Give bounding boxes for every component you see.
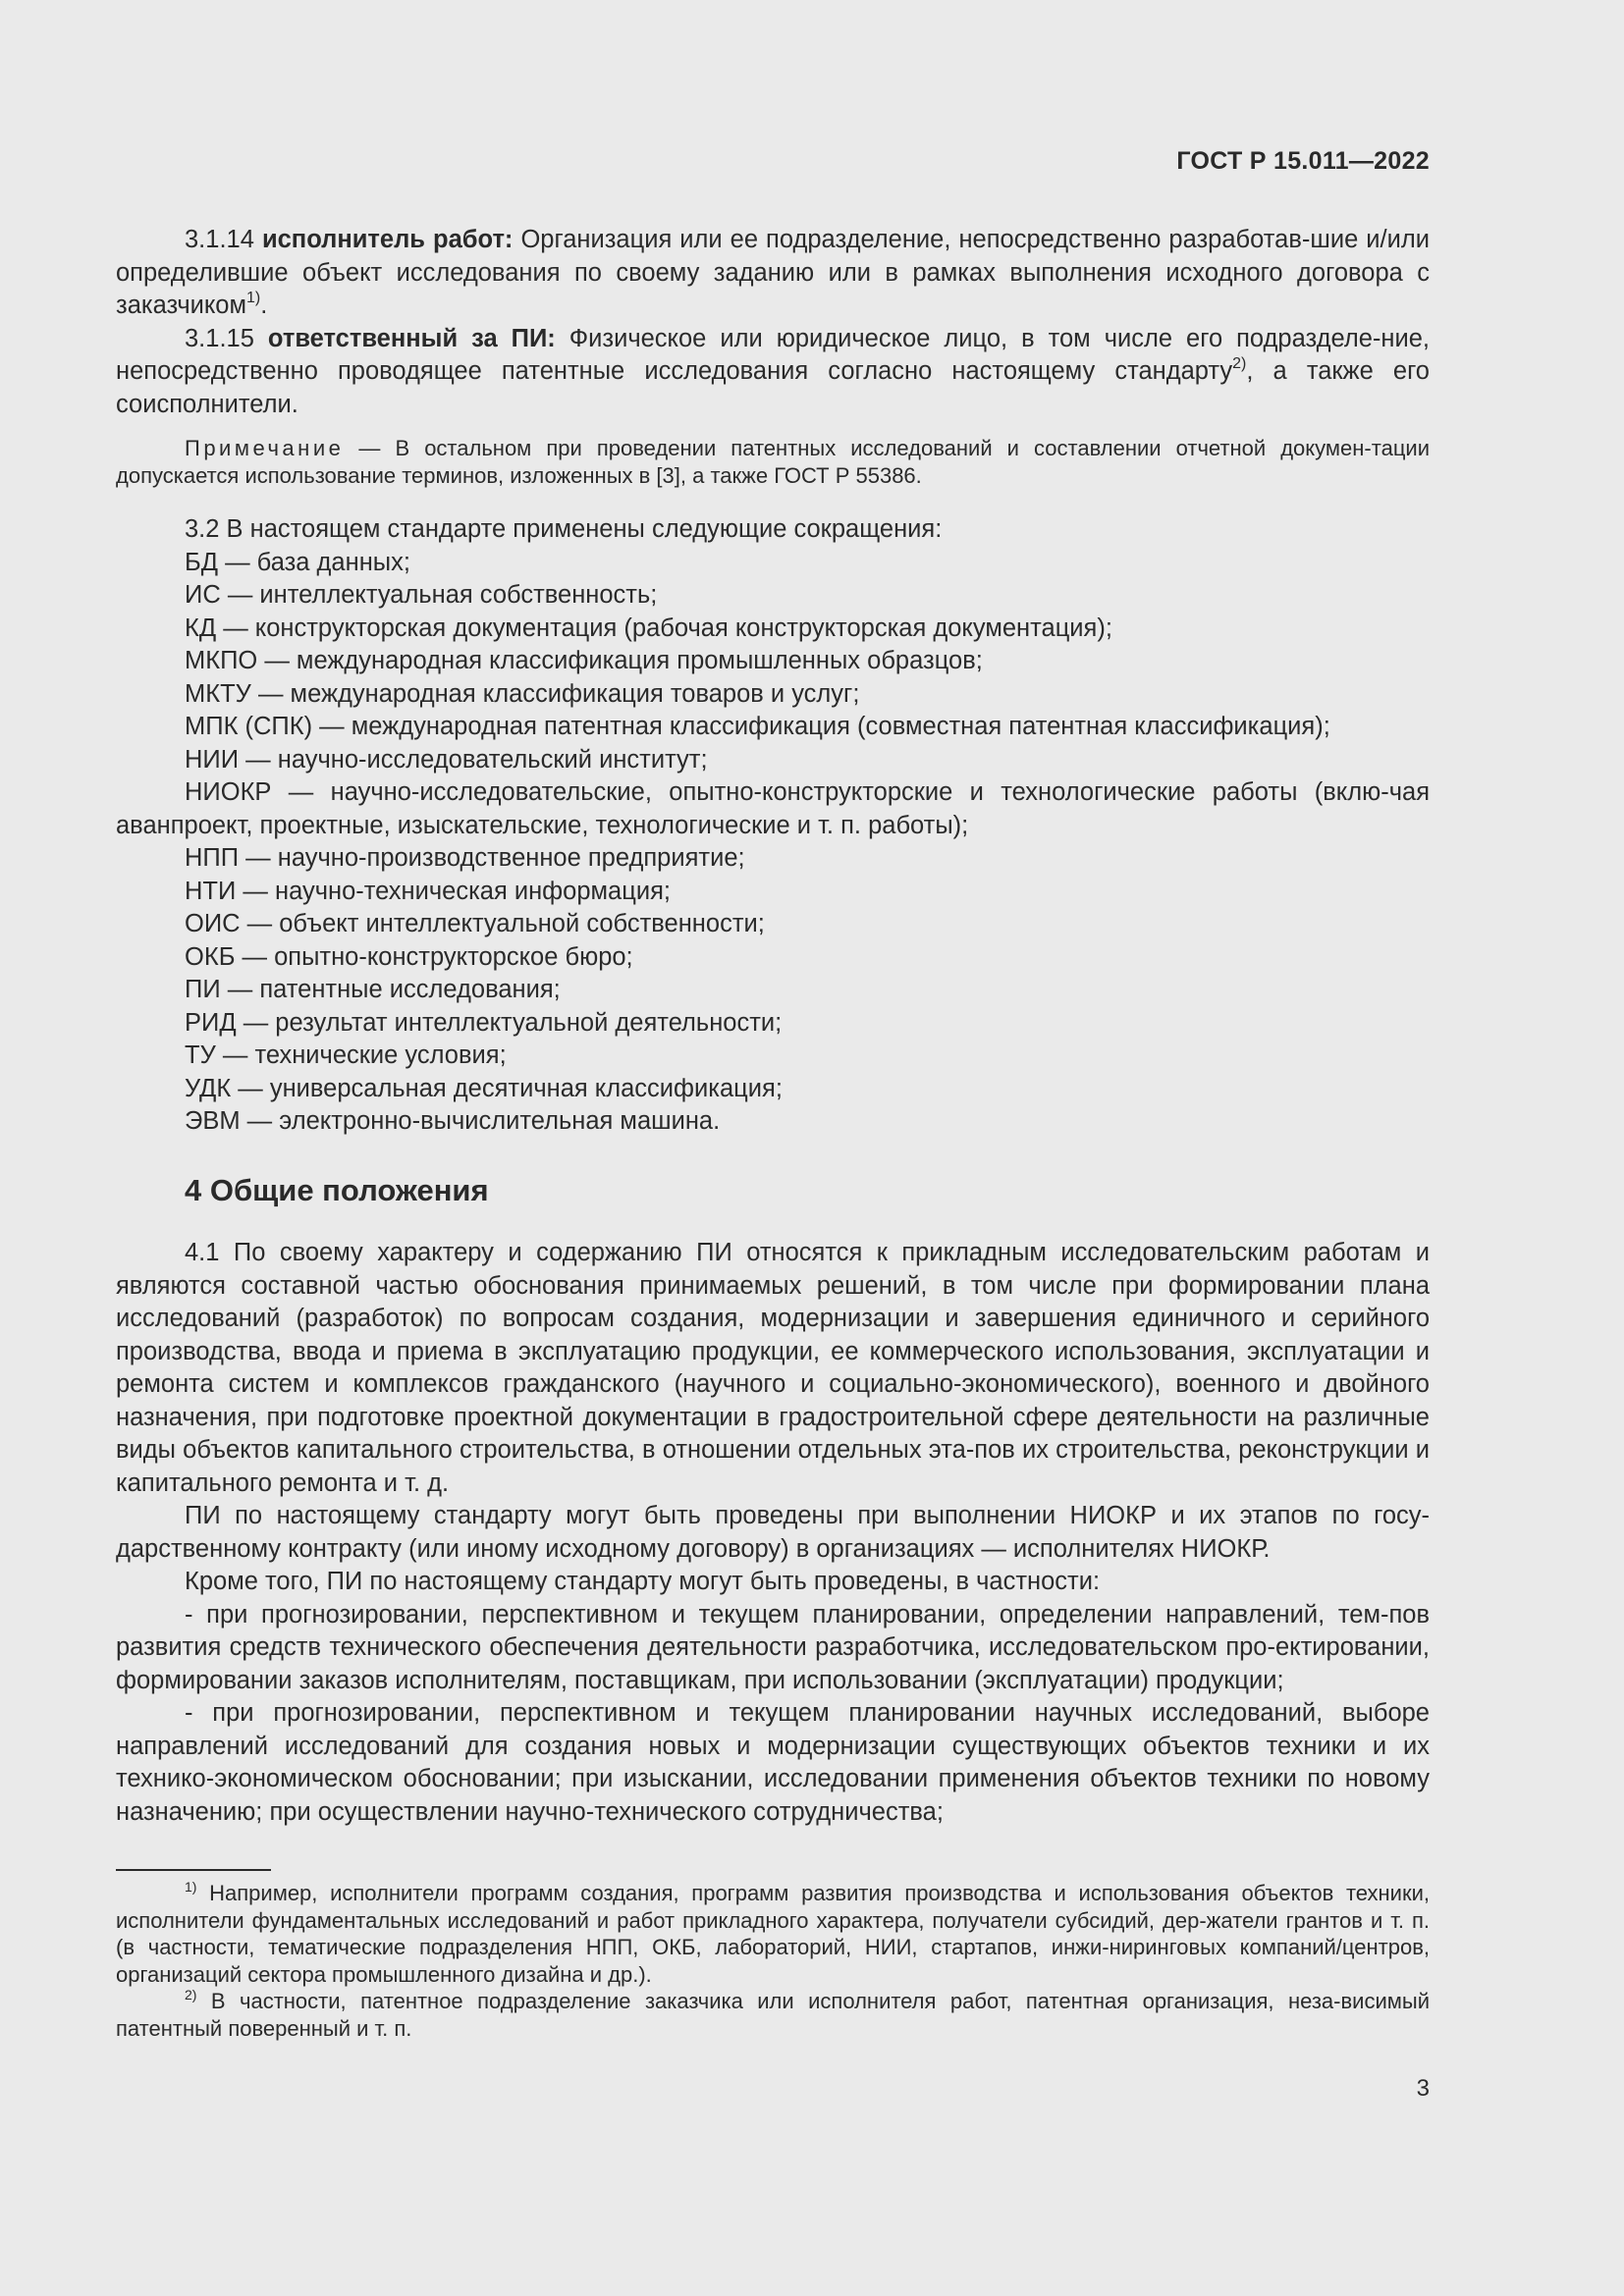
list-item: КД — конструкторская документация (рабочая конструкторская документация);: [185, 614, 1112, 642]
term-title: ответственный за ПИ:: [267, 324, 556, 352]
term-number: 3.1.14: [185, 226, 254, 253]
terms-block: [116, 224, 1430, 421]
paragraph: - при прогнозировании, перспективном и текущем планировании, определении направлений, тем-пов развития средств технического обеспечения деятельности разработчика, исследовательском про-ектировании, формировании заказов исполнителям, поставщикам, при использовании (эксплуатации) продукции;: [116, 1600, 1430, 1694]
list-item: УДК — универсальная десятичная классификация;: [185, 1074, 783, 1102]
term-number: 3.1.15: [185, 324, 254, 352]
note-text: [116, 435, 1430, 490]
footnote-mark: 1): [185, 1879, 197, 1895]
footnote-2: [116, 1988, 1430, 2042]
list-item: РИД — результат интеллектуальной деятельности;: [185, 1008, 783, 1037]
list-item: МКПО — международная классификация промышленных образцов;: [185, 647, 983, 674]
page-number: 3: [1416, 2075, 1430, 2102]
note-label: Примечание: [185, 436, 345, 460]
abbreviations-list: [116, 513, 1430, 1139]
footnote-ref: 2): [1232, 355, 1247, 372]
list-item: БД — база данных;: [185, 548, 410, 576]
term-definition: Организация или ее подразделение, непосредственно разработав-шие и/или определившие объект исследования по своему заданию или в рамках выполнения исходного договора с заказчиком: [116, 226, 1430, 319]
footnotes: [116, 1880, 1430, 2042]
list-item: НТИ — научно-техническая информация;: [185, 877, 671, 905]
section-heading: 4 Общие положения: [185, 1173, 489, 1207]
note-body: — В остальном при проведении патентных исследований и составлении отчетной докумен-тации допускается использование терминов, изложенных в [3], а также ГОСТ Р 55386.: [116, 436, 1430, 488]
list-item: НПП — научно-производственное предприятие;: [185, 844, 745, 872]
list-item: ПИ — патентные исследования;: [185, 976, 561, 1003]
footnote-text: Например, исполнители программ создания, программ развития производства и использования объектов техники, исполнители фундаментальных исследований и работ прикладного характера, получатели субсидий, дер-жатели грантов и т. п. (в частности, тематические подразделения НПП, ОКБ, лабораторий, НИИ, стартапов, инжи-ниринговых компаний/центров, организаций сектора промышленного дизайна и др.).: [116, 1881, 1430, 1987]
footnote-ref: 1): [246, 290, 261, 306]
list-item: ОКБ — опытно-конструкторское бюро;: [185, 942, 633, 971]
term-tail: , а также его соисполнители.: [116, 357, 1430, 418]
footnote-mark: 2): [185, 1987, 197, 2002]
paragraph: Кроме того, ПИ по настоящему стандарту могут быть проведены, в частности:: [185, 1568, 1101, 1595]
list-item: МПК (СПК) — международная патентная классификация (совместная патентная классификация);: [185, 713, 1330, 740]
paragraph: 4.1 По своему характеру и содержанию ПИ относятся к прикладным исследовательским работам и являются составной частью обоснования принимаемых решений, в том числе при формировании плана исследований (разработок) по вопросам создания, модернизации и завершения единичного и серийного производства, ввода и приема в эксплуатацию продукции, ее коммерческого использования, эксплуатации и ремонта систем и комплексов гражданского (научного и социально-экономического), военного и двойного назначения, при подготовке проектной документации в градостроительной сфере деятельности на различные виды объектов капитального строительства, в отношении отдельных эта-пов их строительства, реконструкции и капитального ремонта и т. д.: [116, 1239, 1430, 1497]
term-3-1-14: [116, 224, 1430, 323]
list-item: МКТУ — международная классификация товаров и услуг;: [185, 679, 860, 708]
section-4-body: [116, 1237, 1430, 1829]
term-3-1-15: [116, 323, 1430, 422]
footnote-1: [116, 1880, 1430, 1988]
paragraph: ПИ по настоящему стандарту могут быть проведены при выполнении НИОКР и их этапов по госу-дарственному контракту (или иному исходному договору) в организациях — исполнителях НИОКР.: [116, 1502, 1430, 1563]
list-item: ЭВМ — электронно-вычислительная машина.: [185, 1107, 721, 1135]
list-item: НИИ — научно-исследовательский институт;: [185, 745, 708, 774]
term-definition: Физическое или юридическое лицо, в том числе его подразделе-ние, непосредственно проводящее патентные исследования согласно настоящему стандарту: [116, 324, 1430, 385]
term-title: исполнитель работ:: [261, 226, 514, 253]
footnote-text: В частности, патентное подразделение заказчика или исполнителя работ, патентная организация, неза-висимый патентный поверенный и т. п.: [116, 1989, 1430, 2041]
paragraph: - при прогнозировании, перспективном и текущем планировании научных исследований, выборе направлений исследований для создания новых и модернизации существующих объектов техники и их технико-экономическом обосновании; при изыскании, исследовании применения объектов техники по новому назначению; при осуществлении научно-технического сотрудничества;: [116, 1699, 1430, 1826]
abbreviations-intro: 3.2 В настоящем стандарте применены следующие сокращения:: [185, 515, 943, 543]
list-item: ИС — интеллектуальная собственность;: [185, 581, 658, 609]
note-block: [116, 435, 1430, 490]
term-tail: .: [260, 292, 268, 319]
document-header: ГОСТ Р 15.011—2022: [1176, 147, 1430, 175]
list-item: НИОКР — научно-исследовательские, опытно-конструкторские и технологические работы (вклю-чая аванпроект, проектные, изыскательские, технологические и т. п. работы);: [116, 778, 1430, 839]
list-item: ТУ — технические условия;: [185, 1041, 507, 1069]
footnote-separator: [116, 1869, 271, 1871]
list-item: ОИС — объект интеллектуальной собственности;: [185, 910, 765, 937]
